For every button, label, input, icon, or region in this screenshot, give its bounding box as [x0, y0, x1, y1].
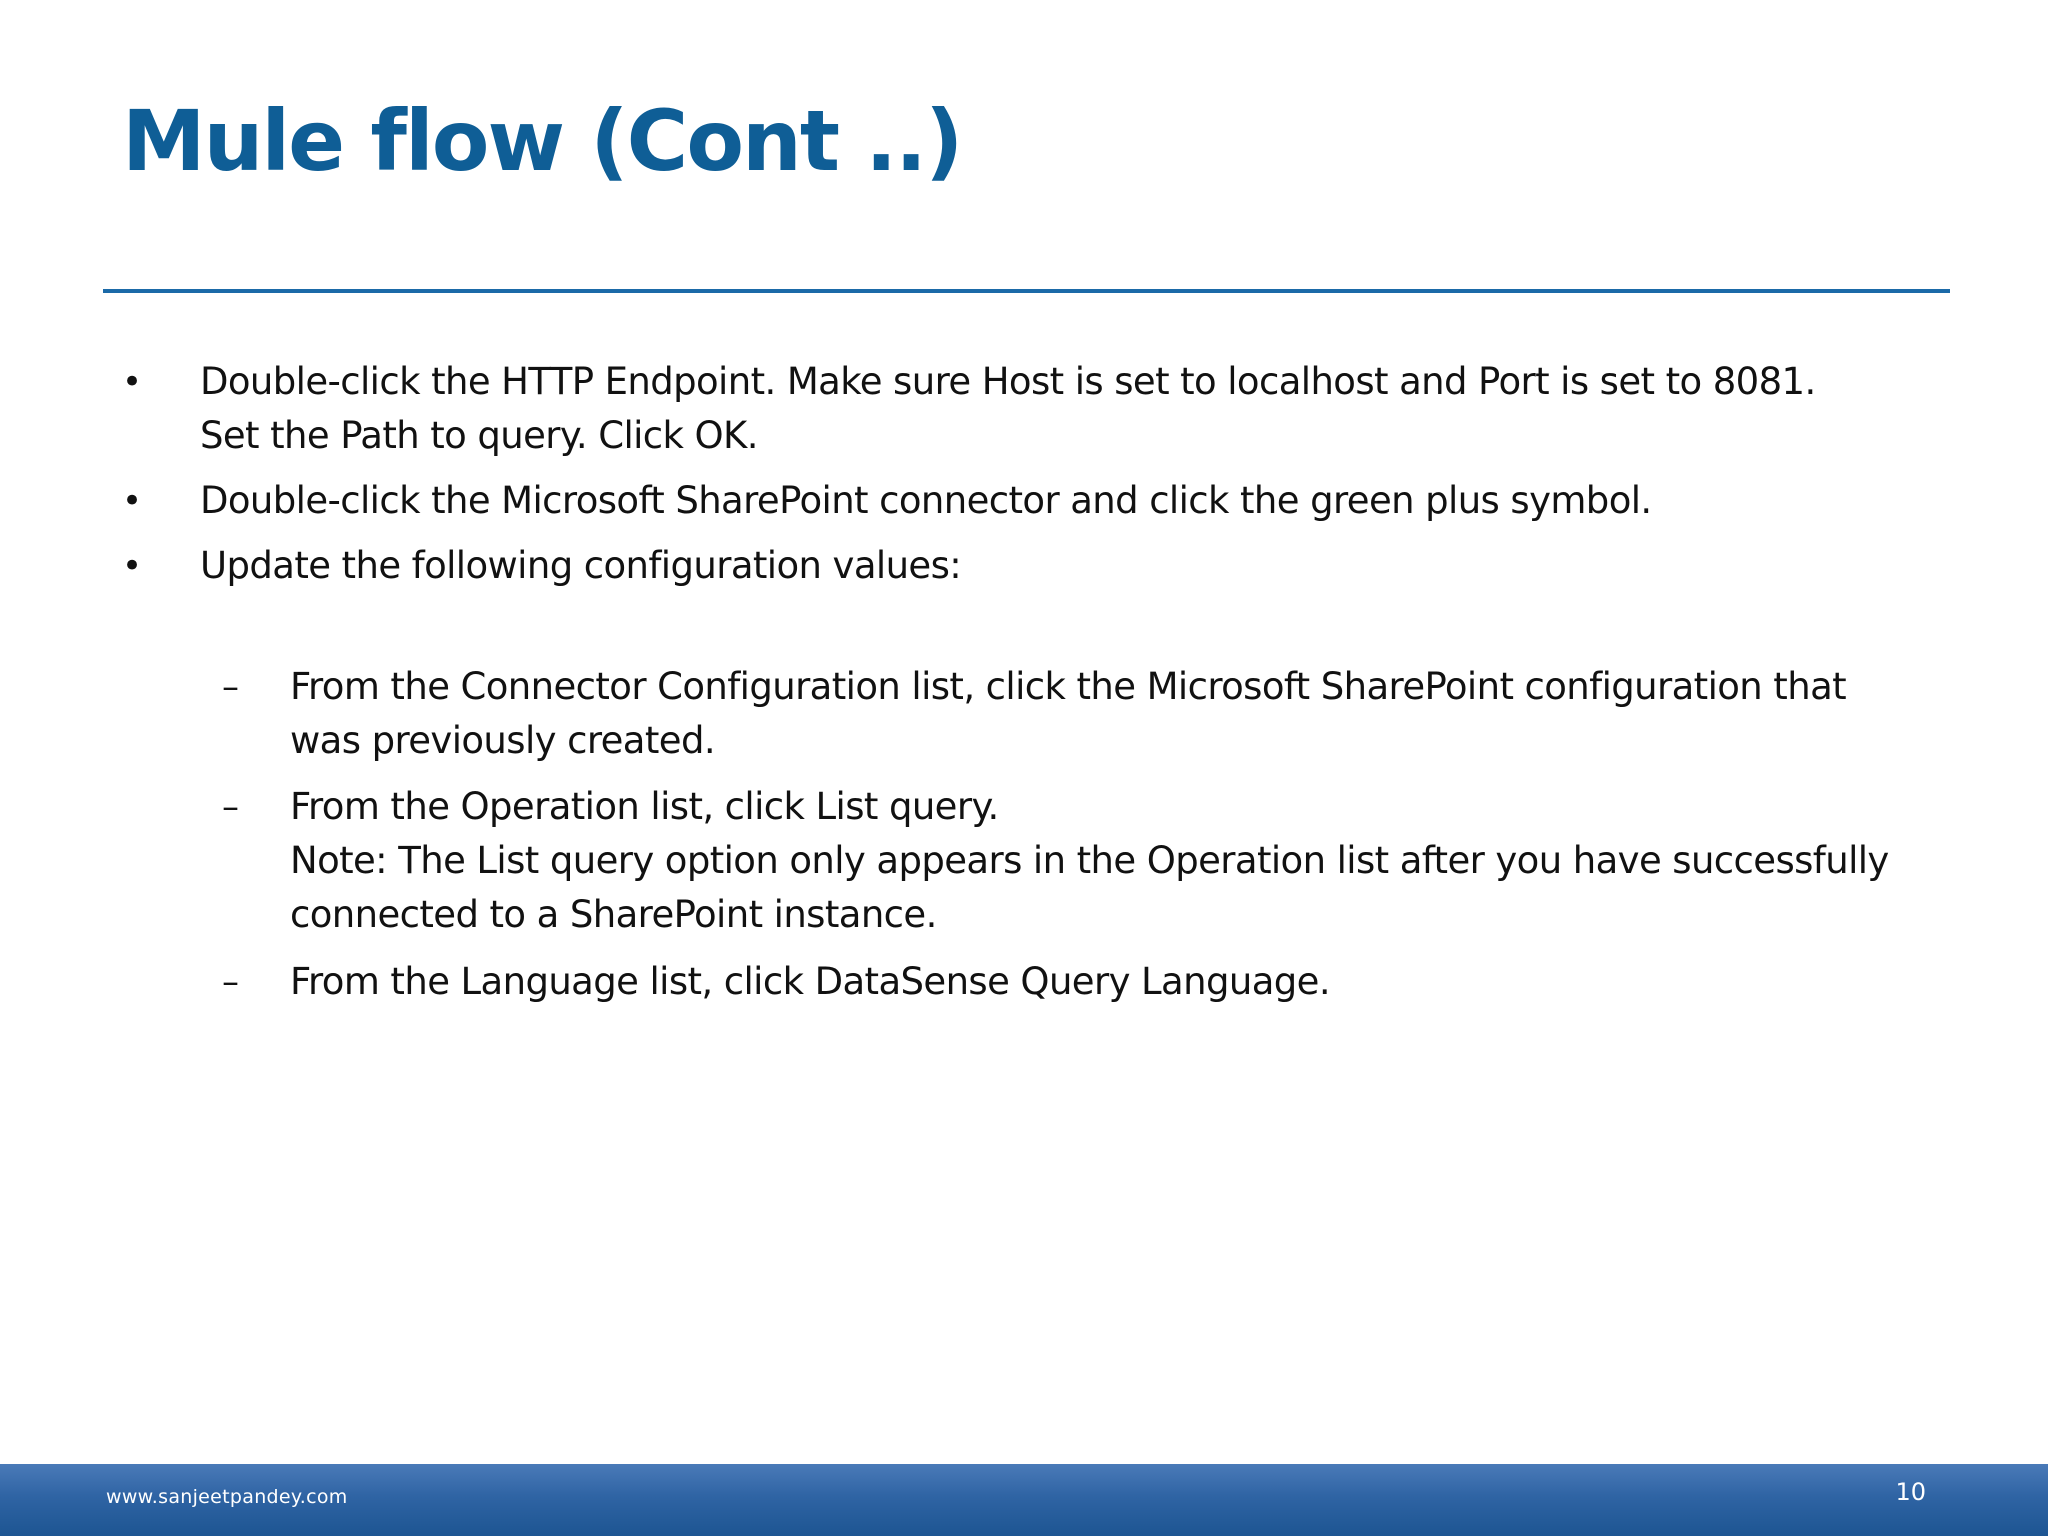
sub-bullet-text-line: Note: The List query option only appears in the Operation list after you have successfully: [290, 839, 1889, 882]
bullet-text-line: Double-click the Microsoft SharePoint connector and click the green plus symbol.: [200, 479, 1652, 522]
slide-title: Mule flow (Cont ..): [122, 92, 962, 190]
dash-marker: –: [222, 667, 239, 707]
sub-bullet-text-line: From the Language list, click DataSense Query Language.: [290, 960, 1330, 1003]
bullet-text-line: Set the Path to query. Click OK.: [200, 414, 758, 457]
page-number: 10: [1895, 1478, 1926, 1506]
bullet-text-line: Update the following configuration values:: [200, 544, 962, 587]
footer-bar: [0, 1464, 2048, 1536]
sub-bullet-text-line: connected to a SharePoint instance.: [290, 893, 937, 936]
sub-bullet-text-line: was previously created.: [290, 719, 715, 762]
bullet-marker: •: [122, 546, 143, 586]
dash-marker: –: [222, 962, 239, 1002]
bullet-text-line: Double-click the HTTP Endpoint. Make sure Host is set to localhost and Port is set to 8081.: [200, 360, 1816, 403]
footer-url: www.sanjeetpandey.com: [106, 1486, 348, 1508]
sub-bullet-text-line: From the Operation list, click List query.: [290, 785, 999, 828]
bullet-marker: •: [122, 481, 143, 521]
title-divider: [103, 289, 1950, 293]
bullet-marker: •: [122, 362, 143, 402]
sub-bullet-text-line: From the Connector Configuration list, click the Microsoft SharePoint configuration that: [290, 665, 1847, 708]
dash-marker: –: [222, 787, 239, 827]
